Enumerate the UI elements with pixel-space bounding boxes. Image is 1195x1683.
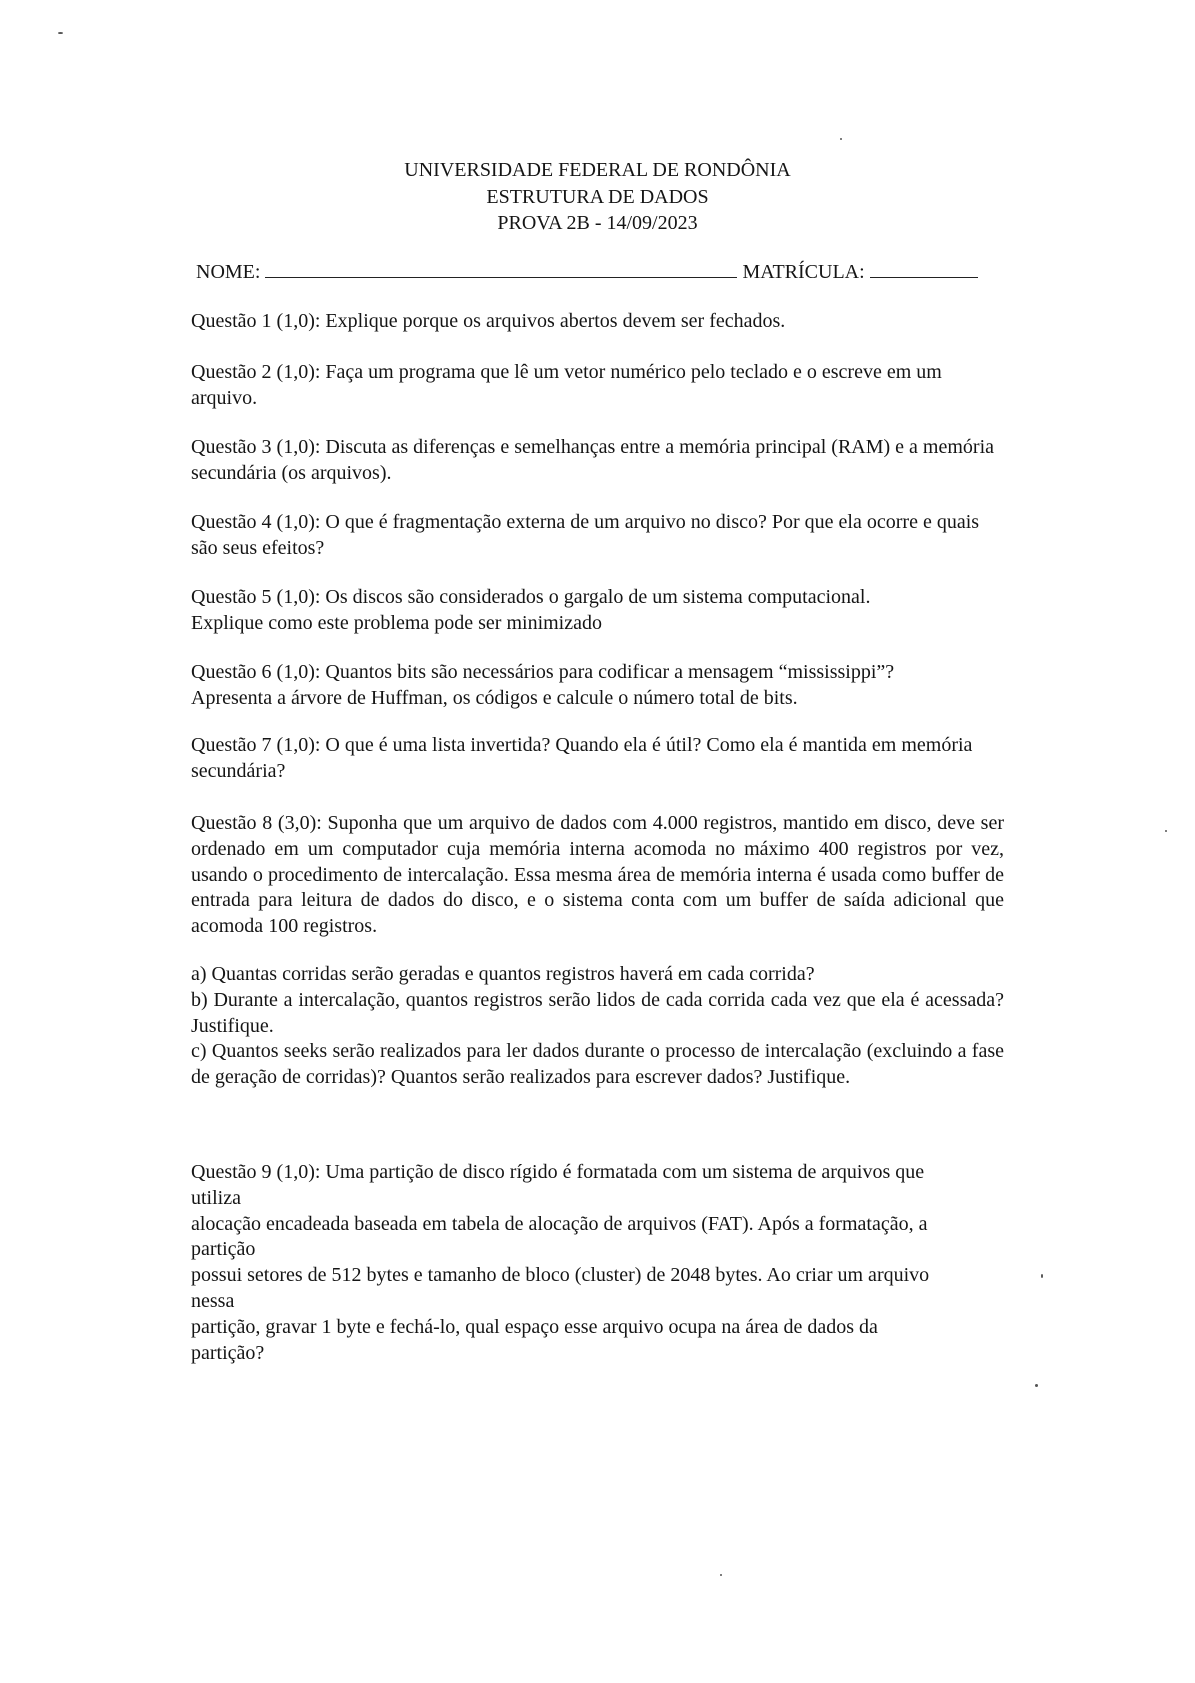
question-5-line: Explique como este problema pode ser minimizado bbox=[191, 611, 602, 634]
student-info-row bbox=[196, 259, 1006, 286]
question-5 bbox=[191, 585, 1004, 637]
question-9-line: utiliza bbox=[191, 1186, 241, 1209]
exam-title: PROVA 2B - 14/09/2023 bbox=[497, 212, 698, 234]
scan-speck bbox=[840, 138, 842, 140]
name-field[interactable] bbox=[265, 259, 737, 278]
question-9 bbox=[191, 1160, 1004, 1366]
scan-speck bbox=[1035, 1384, 1038, 1387]
question-6-line: Questão 6 (1,0): Quantos bits são necessários para codificar a mensagem “mississippi”? bbox=[191, 661, 895, 683]
name-label: NOME: bbox=[196, 261, 261, 283]
question-8: Questão 8 (3,0): Suponha que um arquivo de dados com 4.000 registros, mantido em disco, deve ser ordenado em um computador cuja memória interna acomoda no máximo 400 registros por vez, usando o procedimento de intercalação. Essa mesma área de memória interna é usada como buffer de entrada para leitura de dados do disco, e o sistema conta com um buffer de saída adicional que acomoda 100 registros. bbox=[191, 812, 1004, 938]
scan-speck bbox=[1041, 1274, 1043, 1278]
question-9-line: possui setores de 512 bytes e tamanho de bloco (cluster) de 2048 bytes. Ao criar um arquivo bbox=[191, 1264, 930, 1287]
question-8-subitems bbox=[191, 962, 1004, 1091]
question-9-line: partição, gravar 1 byte e fechá-lo, qual espaço esse arquivo ocupa na área de dados da bbox=[191, 1315, 878, 1338]
question-8a: a) Quantas corridas serão geradas e quantos registros haverá em cada corrida? bbox=[191, 963, 815, 985]
question-5-line: Questão 5 (1,0): Os discos são considerados o gargalo de um sistema computacional. bbox=[191, 586, 871, 608]
scan-speck bbox=[720, 1574, 722, 1576]
id-field[interactable] bbox=[870, 259, 978, 278]
question-9-line: Questão 9 (1,0): Uma partição de disco rígido é formatada com um sistema de arquivos que bbox=[191, 1161, 925, 1183]
university-title: UNIVERSIDADE FEDERAL DE RONDÔNIA bbox=[404, 159, 791, 181]
scan-speck bbox=[1165, 830, 1167, 832]
question-8b: b) Durante a intercalação, quantos registros serão lidos de cada corrida cada vez que ela é acessada? Justifique. bbox=[191, 988, 1004, 1037]
scan-speck bbox=[58, 32, 63, 34]
question-1: Questão 1 (1,0): Explique porque os arquivos abertos devem ser fechados. bbox=[191, 310, 786, 332]
question-9-line: partição bbox=[191, 1238, 256, 1261]
question-9-line: partição? bbox=[191, 1341, 265, 1364]
question-7: Questão 7 (1,0): O que é uma lista invertida? Quando ela é útil? Como ela é mantida em memória secundária? bbox=[191, 734, 973, 782]
id-label: MATRÍCULA: bbox=[742, 261, 865, 283]
question-3: Questão 3 (1,0): Discuta as diferenças e semelhanças entre a memória principal (RAM) e a memória secundária (os arquivos). bbox=[191, 436, 995, 484]
question-9-line: alocação encadeada baseada em tabela de alocação de arquivos (FAT). Após a formatação, a bbox=[191, 1212, 928, 1235]
question-9-line: nessa bbox=[191, 1289, 235, 1312]
question-6-line: Apresenta a árvore de Huffman, os códigos e calcule o número total de bits. bbox=[191, 686, 798, 709]
question-2: Questão 2 (1,0): Faça um programa que lê um vetor numérico pelo teclado e o escreve em um arquivo. bbox=[191, 361, 942, 409]
question-4: Questão 4 (1,0): O que é fragmentação externa de um arquivo no disco? Por que ela ocorre e quais são seus efeitos? bbox=[191, 511, 980, 559]
course-title: ESTRUTURA DE DADOS bbox=[486, 186, 709, 208]
question-6 bbox=[191, 660, 1004, 712]
question-8c: c) Quantos seeks serão realizados para ler dados durante o processo de intercalação (excluindo a fase de geração de corridas)? Quantos serão realizados para escrever dados? Justifique. bbox=[191, 1040, 1004, 1089]
